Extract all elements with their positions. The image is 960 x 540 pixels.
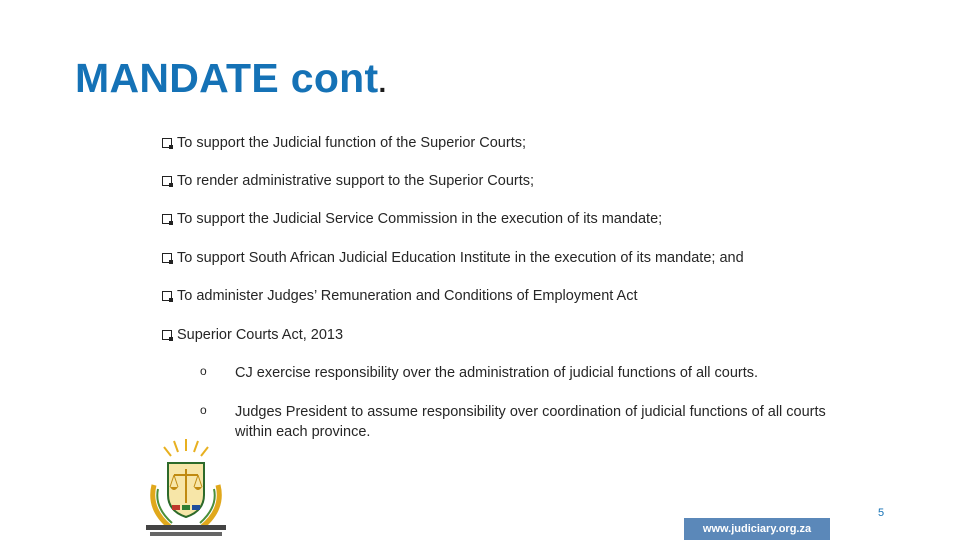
website-link[interactable]: www.judiciary.org.za — [684, 518, 830, 540]
checkbox-bullet-icon — [162, 138, 172, 148]
bullet-text: To support South African Judicial Education Institute in the execution of its mandate; and — [177, 250, 744, 266]
checkbox-bullet-icon — [162, 291, 172, 301]
sub-bullet-marker: o — [200, 364, 207, 378]
bullet-text: To support the Judicial Service Commission in the execution of its mandate; — [177, 211, 663, 227]
checkbox-bullet-icon — [162, 176, 172, 186]
bullet-text: To administer Judges’ Remuneration and Conditions of Employment Act — [177, 288, 638, 304]
bullet-text: To support the Judicial function of the Superior Courts; — [177, 135, 526, 151]
bullet-item — [162, 211, 662, 227]
slide-title — [75, 55, 387, 102]
page-number: 5 — [878, 507, 885, 519]
sub-bullet-item — [200, 402, 850, 442]
sub-bullet-item — [200, 363, 850, 383]
checkbox-bullet-icon — [162, 253, 172, 263]
sub-bullet-text: Judges President to assume responsibility over coordination of judicial functions of all courts within each province. — [235, 404, 826, 440]
bullet-item — [162, 250, 744, 266]
bullet-item — [162, 327, 343, 343]
slide-title-dot: . — [378, 67, 387, 98]
sub-bullet-marker: o — [200, 403, 207, 417]
sub-bullet-text: CJ exercise responsibility over the administration of judicial functions of all courts. — [235, 365, 759, 381]
bullet-text: Superior Courts Act, 2013 — [177, 327, 344, 343]
checkbox-bullet-icon — [162, 214, 172, 224]
slide-title-text: MANDATE cont — [75, 55, 379, 101]
bullet-item — [162, 135, 526, 151]
judiciary-crest-logo — [140, 437, 232, 540]
checkbox-bullet-icon — [162, 330, 172, 340]
bullet-text: To render administrative support to the Superior Courts; — [177, 173, 535, 189]
bullet-item — [162, 288, 637, 304]
bullet-item — [162, 173, 534, 189]
